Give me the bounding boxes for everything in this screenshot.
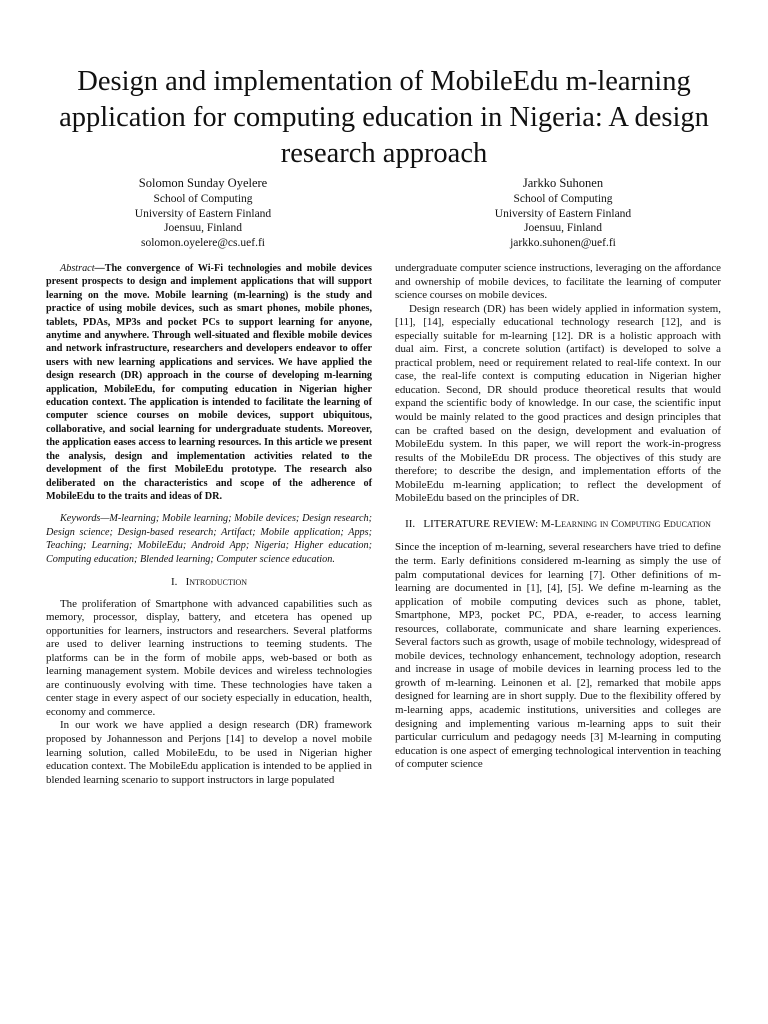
author-block-1 [53, 175, 353, 250]
body-paragraph-continued: undergraduate computer science instructions, leveraging on the affordance and ownership of mobile devices, to facilitate the learning of computer science courses on mobile devices. [395, 262, 721, 302]
section-title-prefix: LITERATURE REVIEW: M- [423, 517, 555, 530]
body-paragraph: Since the inception of m-learning, several researchers have tried to define the term. Early definitions considered m-learning as simply the use of palm computational devices for learning [7]. Other definitions of m-learning are documented in [1], [4], [5]. We define m-learning as the application of mobile computing devices such as phone, tablet, Smartphone, MP3, pocket PC, PDA, e-reader, to access learning resources, collaborate, communicate and share learning experiences. Several factors such as growth, usage of mobile technology, widespread of mobile devices, technology enhancement, technology adoption, research and increase in usage of mobile devices in learning process led to the growth of m-learning. Leinonen et al. [2], remarked that mobile apps designed for learning are in short supply. Due to the flexibility offered by m-learning apps, academic institutions, universities and colleges are designing and implementing various m-learning apps to suit their particular curriculum and pedagogy needs [3] M-learning in computing education is one aspect of emerging technological intervention in teaching of computer science [395, 541, 721, 771]
section-title: Introduction [185, 575, 248, 588]
body-paragraph: The proliferation of Smartphone with advanced capabilities such as memory, processor, display, battery, and etcetera has opened up opportunities for learners, instructors and researchers. Several platforms are used to deliver learning instructions to teeming students. The platforms can be in the form of mobile apps, web-based or both as learning management system. Mobile devices and wireless technologies are continuously evolving with time. These technologies have taken a center stage in every aspect of our society especially in education, health, economy and commerce. [46, 597, 372, 718]
author-block-2 [413, 175, 713, 250]
abstract-text: —The convergence of Wi-Fi technologies and mobile devices present prospects to design and implement applications that will support learning on the move. Mobile learning (m-learning) is the study and practice of using mobile devices, such as smart phones, mobile phones, tablets, PDAs, MP3s and pocket PCs to support learning for anyone, anytime and anywhere. Through well-situated and flexible mobile devices and network infrastructure, researchers and developers endeavor to offer users with new learning applications and services. We have applied the design research (DR) approach in the course of developing m-learning application, MobileEdu, for computing education in Nigerian higher education context. The application is intended to facilitate the learning of computer science courses on mobile devices, support ubiquitous, collaborative, and social learning for undergraduate students. Moreover, the application eases access to learning resources. In this article we present the analysis, design and implementation activities related to the development of the first MobileEdu prototype. The research also deliberated on the characteristics and scope of the adherence of MobileEdu to the traits and ideas of DR. [46, 263, 372, 502]
section-title: Learning in Computing Education [554, 517, 711, 530]
author-department: School of Computing [153, 193, 253, 205]
left-column [46, 262, 372, 787]
author-name: Jarkko Suhonen [522, 176, 604, 190]
section-heading-introduction [46, 576, 372, 590]
author-location: Joensuu, Finland [524, 222, 602, 234]
section-number: II. [405, 517, 416, 530]
section-heading-literature-review [395, 518, 721, 532]
abstract [46, 262, 372, 503]
body-paragraph: In our work we have applied a design research (DR) framework proposed by Johannesson and Perjons [14] to develop a novel mobile learning solution, called MobileEdu, to be used in Nigerian higher education context. The MobileEdu application is intended to be applied in blended learning scenario to support instructors in large populated [46, 719, 372, 786]
author-university: University of Eastern Finland [494, 207, 632, 220]
author-name: Solomon Sunday Oyelere [138, 176, 268, 190]
author-location: Joensuu, Finland [164, 222, 242, 234]
abstract-label: Abstract [60, 263, 95, 274]
body-paragraph: Design research (DR) has been widely applied in information system, [11], [14], especially educational technology research [12], and is especially suitable for m-learning [12]. DR is a holistic approach with dual aim. First, a concrete solution (artifact) is developed to solve a practical problem, need or requirement related to real-life context. In our case, the real-life context is computing education in Nigerian higher education. Second, DR should produce theoretical results that would expand the scientific body of knowledge. In our case, the scientific input would be mainly related to the good practices and design principles that can be crafted based on the design, development and evaluation of MobileEdu system. In this paper, we will report the work-in-progress results of the MobileEdu DR process. The objectives of this study are therefore; to describe the design, and implementation efforts of the MobileEdu m-learning application; to reflect the development of MobileEdu based on the principles of DR. [395, 302, 721, 505]
author-email: solomon.oyelere@cs.uef.fi [141, 236, 265, 249]
author-department: School of Computing [513, 193, 613, 205]
section-number: I. [170, 575, 178, 588]
right-column [395, 262, 721, 772]
paper-title: Design and implementation of MobileEdu m-learning application for computing education in Nigeria: A design research approach [59, 66, 709, 169]
keywords: Keywords—M-learning; Mobile learning; Mobile devices; Design research; Design science; Design-based research; Artifact; Mobile application; Apps; Teaching; Learning; MobileEdu; Android App; Nigeria; Higher education; Computing education; Blended learning; Computer science education. [46, 513, 372, 565]
author-university: University of Eastern Finland [134, 207, 272, 220]
author-email: jarkko.suhonen@uef.fi [510, 236, 616, 249]
